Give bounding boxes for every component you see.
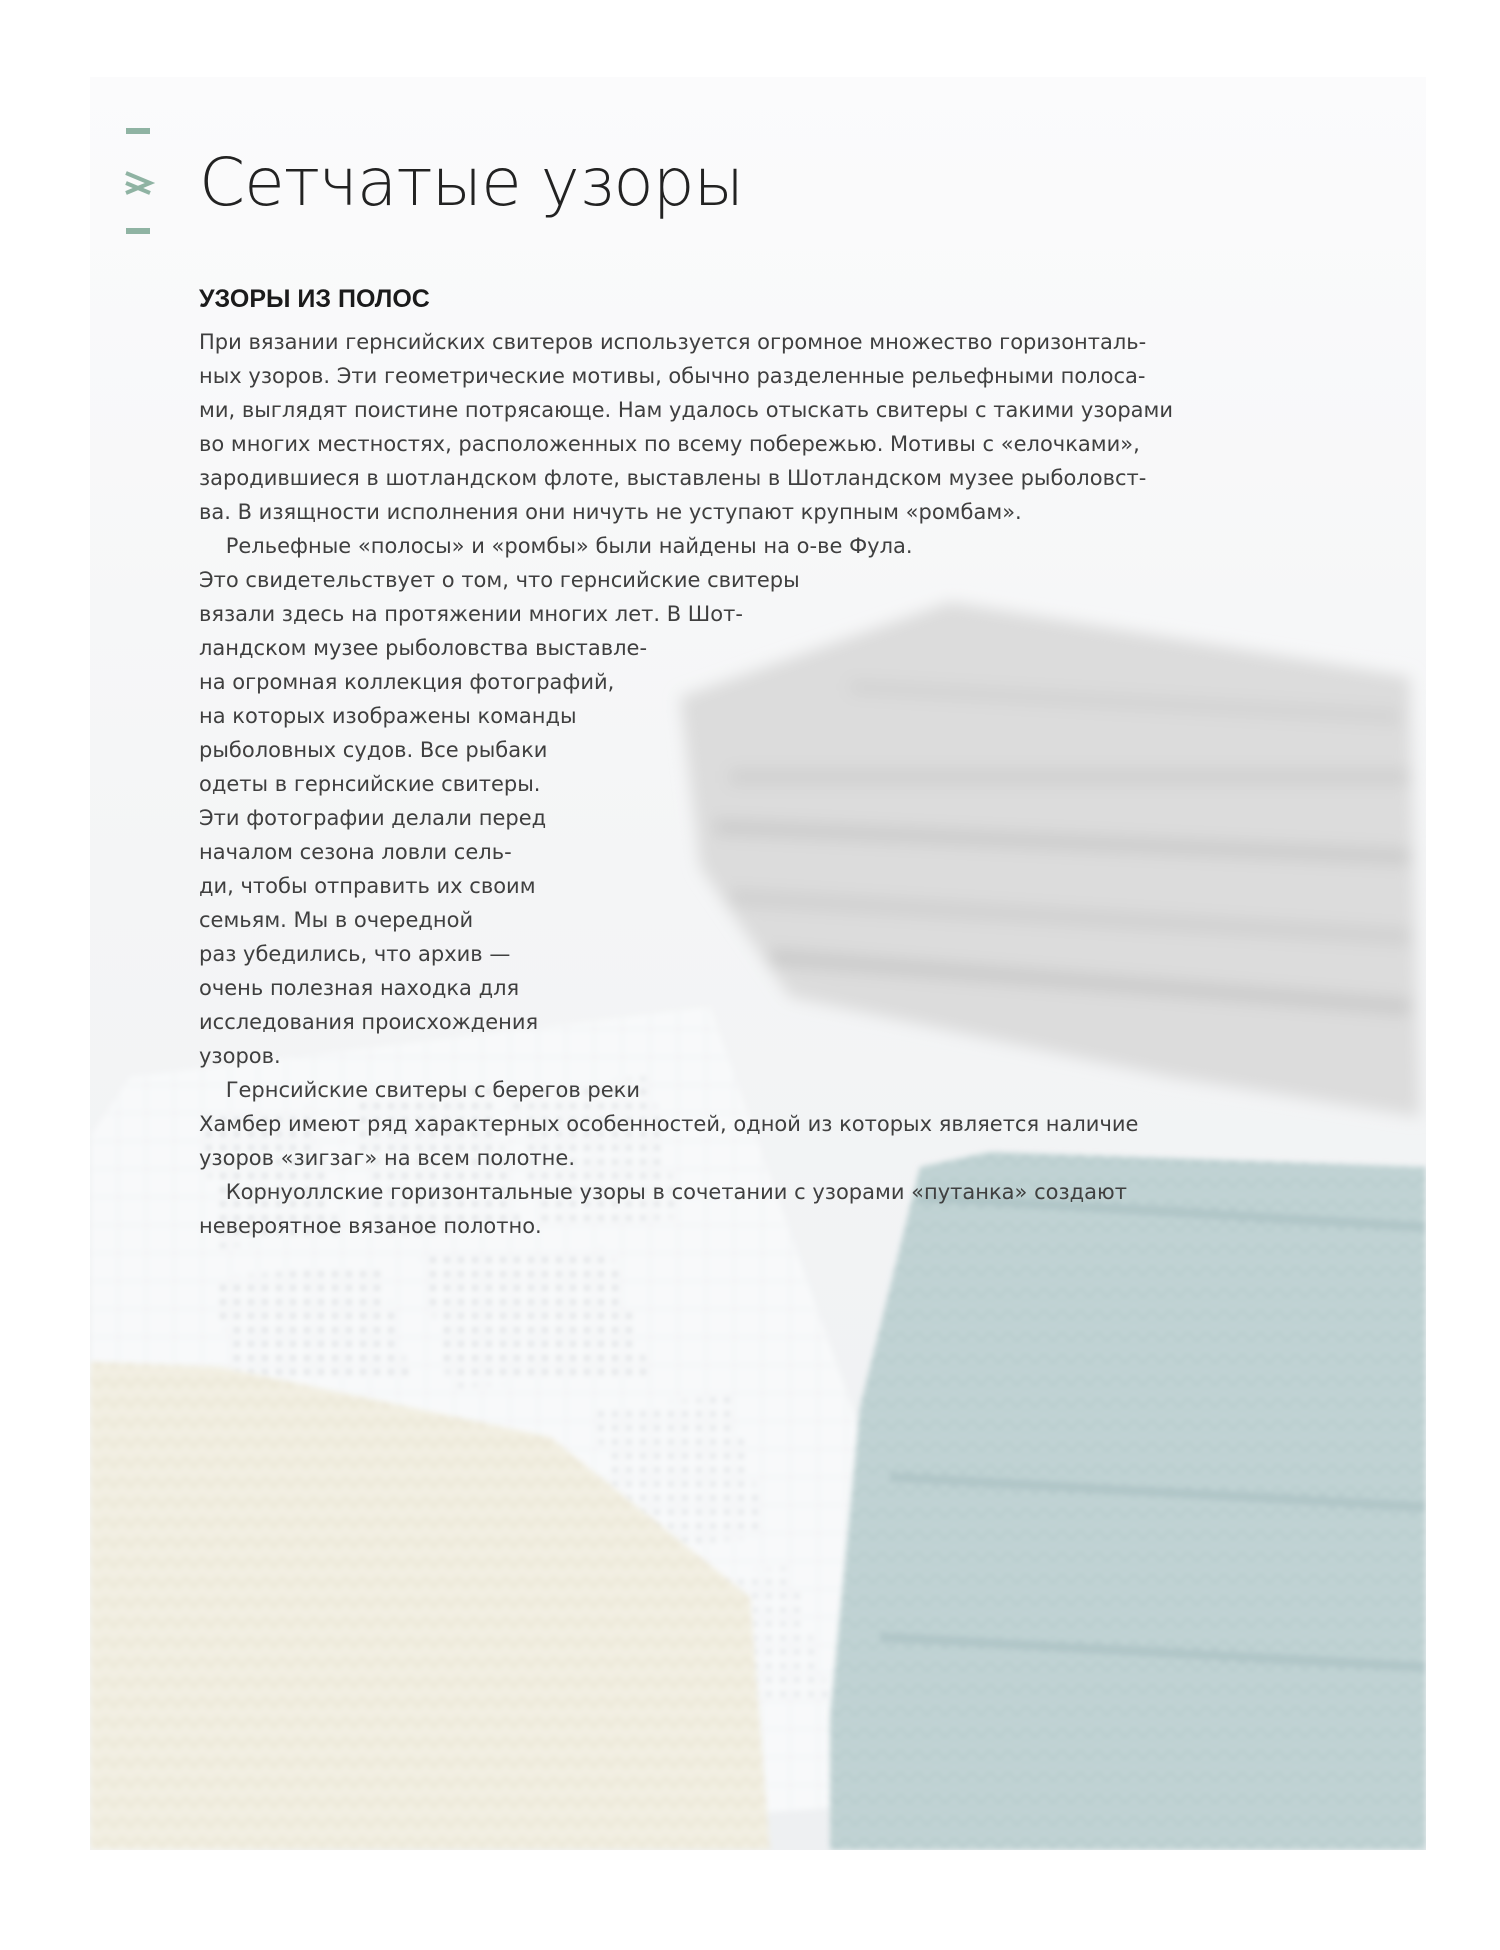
body-text-line: ных узоров. Эти геометрические мотивы, обычно разделенные рельефными полоса- bbox=[199, 364, 1146, 388]
body-text-line: ми, выглядят поистине потрясающе. Нам удалось отыскать свитеры с такими узорами bbox=[199, 398, 1174, 422]
body-text-line: Корнуоллские горизонтальные узоры в сочетании с узорами «путанка» создают bbox=[199, 1180, 1127, 1204]
section-heading: УЗОРЫ ИЗ ПОЛОС bbox=[199, 285, 430, 313]
chapter-mark-icon bbox=[122, 128, 162, 238]
body-text-line: ди, чтобы отправить их своим bbox=[199, 874, 536, 898]
body-text-line: При вязании гернсийских свитеров используется огромное множество горизонталь- bbox=[199, 330, 1147, 354]
body-text bbox=[199, 325, 1173, 1243]
body-text-line: семьям. Мы в очередной bbox=[199, 908, 474, 932]
body-text-line: рыболовных судов. Все рыбаки bbox=[199, 738, 548, 762]
body-text-line: ва. В изящности исполнения они ничуть не уступают крупным «ромбам». bbox=[199, 500, 1022, 524]
body-text-line: Гернсийские свитеры с берегов реки bbox=[199, 1078, 640, 1102]
blue-knit-swatch bbox=[830, 1152, 1426, 1850]
body-text-line: Эти фотографии делали перед bbox=[199, 806, 547, 830]
body-text-line: Это свидетельствует о том, что гернсийские свитеры bbox=[199, 568, 800, 592]
body-text-line: началом сезона ловли сель- bbox=[199, 840, 512, 864]
body-text-line: невероятное вязаное полотно. bbox=[199, 1214, 542, 1238]
page-title: Сетчатые узоры bbox=[199, 144, 744, 221]
body-text-line: узоров «зигзаг» на всем полотне. bbox=[199, 1146, 576, 1170]
body-text-line: очень полезная находка для bbox=[199, 976, 520, 1000]
body-text-line: вязали здесь на протяжении многих лет. В Шот- bbox=[199, 602, 743, 626]
body-text-line: раз убедились, что архив — bbox=[199, 942, 511, 966]
body-text-line: ландском музее рыболовства выставле- bbox=[199, 636, 648, 660]
body-text-line: узоров. bbox=[199, 1044, 281, 1068]
body-text-line: исследования происхождения bbox=[199, 1010, 539, 1034]
body-text-line: на огромная коллекция фотографий, bbox=[199, 670, 615, 694]
body-text-line: Рельефные «полосы» и «ромбы» были найдены на о-ве Фула. bbox=[199, 534, 913, 558]
body-text-line: во многих местностях, расположенных по всему побережью. Мотивы с «елочками», bbox=[199, 432, 1140, 456]
body-text-line: одеты в гернсийские свитеры. bbox=[199, 772, 541, 796]
body-text-line: Хамбер имеют ряд характерных особенностей, одной из которых является наличие bbox=[199, 1112, 1139, 1136]
body-text-line: на которых изображены команды bbox=[199, 704, 577, 728]
body-text-line: зародившиеся в шотландском флоте, выставлены в Шотландском музее рыболовст- bbox=[199, 466, 1147, 490]
